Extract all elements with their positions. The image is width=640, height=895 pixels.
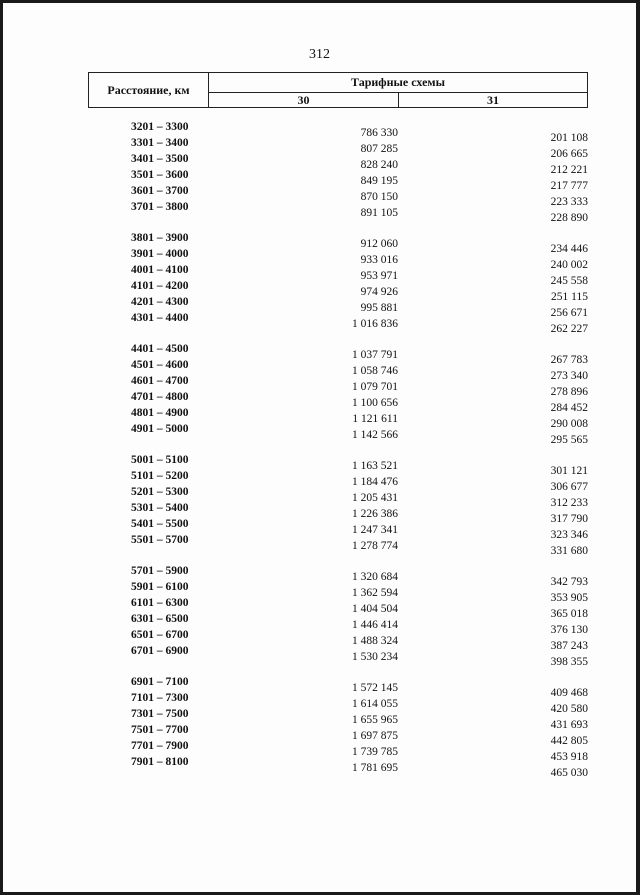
tariff-30-cell: 1 079 701: [352, 381, 398, 393]
tariff-30-cell: 1 697 875: [352, 730, 398, 742]
tariff-30-cell: 1 121 611: [352, 413, 398, 425]
distance-cell: 3301 – 3400: [131, 137, 189, 149]
table-row: [3, 756, 636, 779]
distance-cell: 4501 – 4600: [131, 359, 189, 371]
tariff-30-cell: 1 781 695: [352, 762, 398, 774]
tariff-31-cell: 201 108: [550, 132, 588, 144]
tariff-31-cell: 240 002: [550, 259, 588, 271]
tariff-30-cell: 1 530 234: [352, 651, 398, 663]
distance-cell: 4801 – 4900: [131, 407, 189, 419]
distance-cell: 5701 – 5900: [131, 565, 189, 577]
distance-cell: 3501 – 3600: [131, 169, 189, 181]
table-row: [3, 312, 636, 335]
row-group: [3, 232, 636, 343]
tariff-30-cell: 1 184 476: [352, 476, 398, 488]
header-col-31: 31: [487, 93, 499, 107]
tariff-31-cell: 365 018: [550, 608, 588, 620]
tariff-30-cell: 849 195: [360, 175, 398, 187]
tariff-30-cell: 1 100 656: [352, 397, 398, 409]
tariff-31-cell: 431 693: [550, 719, 588, 731]
tariff-31-cell: 262 227: [550, 323, 588, 335]
tariff-31-cell: 317 790: [550, 513, 588, 525]
distance-cell: 5401 – 5500: [131, 518, 189, 530]
tariff-31-cell: 295 565: [550, 434, 588, 446]
tariff-31-cell: 234 446: [550, 243, 588, 255]
tariff-30-cell: 1 739 785: [352, 746, 398, 758]
distance-cell: 7501 – 7700: [131, 724, 189, 736]
distance-cell: 3401 – 3500: [131, 153, 189, 165]
header-col-30: 30: [209, 93, 399, 108]
row-group: [3, 343, 636, 454]
tariff-31-cell: 323 346: [550, 529, 588, 541]
row-group: [3, 676, 636, 787]
distance-cell: 4601 – 4700: [131, 375, 189, 387]
distance-cell: 7901 – 8100: [131, 756, 189, 768]
tariff-30-cell: 870 150: [360, 191, 398, 203]
tariff-30-cell: 1 488 324: [352, 635, 398, 647]
distance-cell: 6901 – 7100: [131, 676, 189, 688]
distance-cell: 4701 – 4800: [131, 391, 189, 403]
tariff-30-cell: 1 362 594: [352, 587, 398, 599]
tariff-31-cell: 353 905: [550, 592, 588, 604]
tariff-30-cell: 1 226 386: [352, 508, 398, 520]
distance-cell: 3201 – 3300: [131, 121, 189, 133]
tariff-31-cell: 465 030: [550, 767, 588, 779]
document-page: [3, 3, 636, 892]
distance-cell: 4001 – 4100: [131, 264, 189, 276]
tariff-31-cell: 398 355: [550, 656, 588, 668]
tariff-31-cell: 290 008: [550, 418, 588, 430]
tariff-31-cell: 342 793: [550, 576, 588, 588]
tariff-31-cell: 223 333: [550, 196, 588, 208]
page-number: 312: [309, 47, 330, 62]
distance-cell: 7701 – 7900: [131, 740, 189, 752]
tariff-31-cell: 306 677: [550, 481, 588, 493]
distance-cell: 3901 – 4000: [131, 248, 189, 260]
tariff-31-cell: 376 130: [550, 624, 588, 636]
row-group: [3, 121, 636, 232]
tariff-30-cell: 786 330: [360, 127, 398, 139]
tariff-30-cell: 1 205 431: [352, 492, 398, 504]
tariff-30-cell: 1 142 566: [352, 429, 398, 441]
distance-cell: 6301 – 6500: [131, 613, 189, 625]
distance-cell: 6701 – 6900: [131, 645, 189, 657]
tariff-30-cell: 891 105: [360, 207, 398, 219]
table-row: [3, 201, 636, 224]
tariff-31-cell: 256 671: [550, 307, 588, 319]
distance-cell: 4201 – 4300: [131, 296, 189, 308]
tariff-30-cell: 995 881: [360, 302, 398, 314]
distance-cell: 6501 – 6700: [131, 629, 189, 641]
tariff-31-cell: 284 452: [550, 402, 588, 414]
tariff-31-cell: 301 121: [550, 465, 588, 477]
distance-cell: 3601 – 3700: [131, 185, 189, 197]
distance-cell: 5301 – 5400: [131, 502, 189, 514]
distance-cell: 5501 – 5700: [131, 534, 189, 546]
distance-cell: 3701 – 3800: [131, 201, 189, 213]
table-header: [88, 72, 588, 108]
tariff-30-cell: 807 285: [360, 143, 398, 155]
tariff-31-cell: 312 233: [550, 497, 588, 509]
table-body: [3, 121, 636, 787]
tariff-30-cell: 828 240: [360, 159, 398, 171]
row-group: [3, 565, 636, 676]
distance-cell: 5201 – 5300: [131, 486, 189, 498]
table-row: [3, 645, 636, 668]
tariff-31-cell: 267 783: [550, 354, 588, 366]
table-row: [3, 423, 636, 446]
distance-cell: 4401 – 4500: [131, 343, 189, 355]
tariff-30-cell: 912 060: [360, 238, 398, 250]
distance-cell: 6101 – 6300: [131, 597, 189, 609]
tariff-31-cell: 217 777: [550, 180, 588, 192]
distance-cell: 3801 – 3900: [131, 232, 189, 244]
distance-cell: 5001 – 5100: [131, 454, 189, 466]
distance-cell: 7101 – 7300: [131, 692, 189, 704]
tariff-30-cell: 1 278 774: [352, 540, 398, 552]
distance-cell: 5901 – 6100: [131, 581, 189, 593]
tariff-30-cell: 1 320 684: [352, 571, 398, 583]
tariff-30-cell: 933 016: [360, 254, 398, 266]
distance-cell: 5101 – 5200: [131, 470, 189, 482]
tariff-31-cell: 331 680: [550, 545, 588, 557]
tariff-30-cell: 1 247 341: [352, 524, 398, 536]
header-distance: Расстояние, км: [89, 73, 209, 107]
tariff-31-cell: 278 896: [550, 386, 588, 398]
tariff-31-cell: 409 468: [550, 687, 588, 699]
distance-cell: 4901 – 5000: [131, 423, 189, 435]
tariff-30-cell: 1 446 414: [352, 619, 398, 631]
tariff-30-cell: 1 404 504: [352, 603, 398, 615]
tariff-31-cell: 273 340: [550, 370, 588, 382]
tariff-30-cell: 1 163 521: [352, 460, 398, 472]
tariff-31-cell: 453 918: [550, 751, 588, 763]
tariff-30-cell: 953 971: [360, 270, 398, 282]
row-group: [3, 454, 636, 565]
tariff-30-cell: 1 016 836: [352, 318, 398, 330]
distance-cell: 4101 – 4200: [131, 280, 189, 292]
tariff-30-cell: 1 614 055: [352, 698, 398, 710]
tariff-31-cell: 228 890: [550, 212, 588, 224]
table-row: [3, 534, 636, 557]
tariff-31-cell: 206 665: [550, 148, 588, 160]
distance-cell: 7301 – 7500: [131, 708, 189, 720]
tariff-31-cell: 245 558: [550, 275, 588, 287]
tariff-31-cell: 420 580: [550, 703, 588, 715]
tariff-31-cell: 251 115: [551, 291, 588, 303]
tariff-30-cell: 1 058 746: [352, 365, 398, 377]
tariff-31-cell: 387 243: [550, 640, 588, 652]
tariff-30-cell: 1 655 965: [352, 714, 398, 726]
distance-cell: 4301 – 4400: [131, 312, 189, 324]
tariff-30-cell: 1 037 791: [352, 349, 398, 361]
tariff-30-cell: 1 572 145: [352, 682, 398, 694]
tariff-31-cell: 442 805: [550, 735, 588, 747]
header-tariff-schemes: Тарифные схемы: [209, 73, 587, 93]
tariff-31-cell: 212 221: [550, 164, 588, 176]
tariff-30-cell: 974 926: [360, 286, 398, 298]
